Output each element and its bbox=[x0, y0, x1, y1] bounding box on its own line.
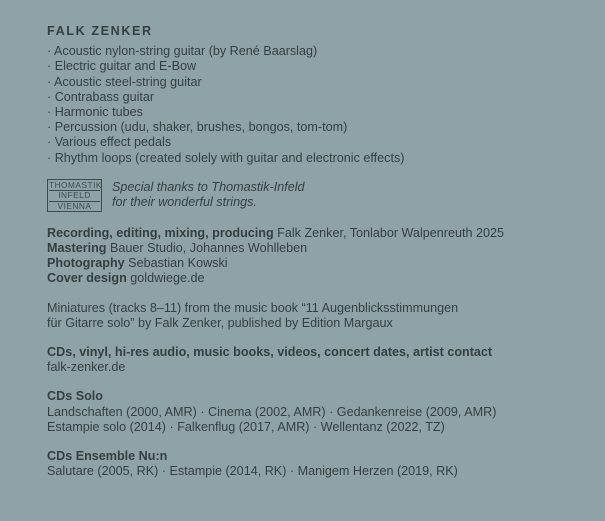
credit-line bbox=[47, 226, 592, 241]
artist-name: FALK ZENKER bbox=[47, 24, 153, 38]
solo-cds-heading: CDs Solo bbox=[47, 389, 103, 404]
miniatures-line: für Gitarre solo” by Falk Zenker, published by Edition Margaux bbox=[47, 315, 393, 330]
credit-line bbox=[47, 271, 592, 286]
instrument-item: · Harmonic tubes bbox=[47, 105, 143, 120]
instrument-item: · Acoustic steel-string guitar bbox=[47, 74, 202, 89]
thomastik-infeld-logo bbox=[47, 179, 102, 212]
instrument-item: · Contrabass guitar bbox=[47, 89, 155, 104]
thanks-line: for their wonderful strings. bbox=[112, 195, 257, 210]
thanks-section bbox=[47, 179, 592, 212]
credit-value: Sebastian Kowski bbox=[124, 256, 228, 271]
thanks-line: Special thanks to Thomastik-Infeld bbox=[112, 180, 305, 195]
instrument-item: · Electric guitar and E-Bow bbox=[47, 59, 197, 74]
instrument-item: · Acoustic nylon-string guitar (by René Baarslag) bbox=[47, 44, 318, 59]
ensemble-cds-line: Salutare (2005, RK) · Estampie (2014, RK) · Manigem Herzen (2019, RK) bbox=[47, 464, 458, 479]
credit-role: Mastering bbox=[47, 241, 107, 256]
contact-block bbox=[47, 345, 592, 375]
logo-line: THOMASTIK bbox=[49, 179, 102, 190]
credit-value: Bauer Studio, Johannes Wohlleben bbox=[106, 241, 308, 256]
credit-role: Cover design bbox=[47, 271, 127, 286]
credit-value: goldwiege.de bbox=[126, 271, 205, 286]
solo-cds-line: Landschaften (2000, AMR) · Cinema (2002, AMR) · Gedankenreise (2009, AMR) bbox=[47, 404, 497, 419]
ensemble-cds-heading: CDs Ensemble Nu:n bbox=[47, 449, 168, 464]
credit-line bbox=[47, 241, 592, 256]
logo-line: INFELD bbox=[49, 191, 100, 202]
liner-notes-page bbox=[47, 24, 592, 479]
instrument-item: · Percussion (udu, shaker, brushes, bongos, tom-tom) bbox=[47, 120, 348, 135]
miniatures-note bbox=[47, 301, 592, 331]
credit-role: Recording, editing, mixing, producing bbox=[47, 225, 274, 240]
credit-value: Falk Zenker, Tonlabor Walpenreuth 2025 bbox=[273, 225, 505, 240]
credit-role: Photography bbox=[47, 256, 125, 271]
instrument-list bbox=[47, 44, 592, 166]
solo-cds-line: Estampie solo (2014) · Falkenflug (2017, AMR) · Wellentanz (2022, TZ) bbox=[47, 419, 445, 434]
miniatures-line: Miniatures (tracks 8–11) from the music book “11 Augenblicksstimmungen bbox=[47, 300, 459, 315]
logo-line: VIENNA bbox=[57, 201, 92, 212]
contact-label: CDs, vinyl, hi-res audio, music books, videos, concert dates, artist contact bbox=[47, 345, 493, 360]
ensemble-cds-block bbox=[47, 449, 592, 479]
credit-line bbox=[47, 256, 592, 271]
solo-cds-block bbox=[47, 389, 592, 435]
credits-block bbox=[47, 226, 592, 287]
instrument-item: · Rhythm loops (created solely with guitar and electronic effects) bbox=[47, 150, 405, 165]
instrument-item: · Various effect pedals bbox=[47, 135, 172, 150]
website-link[interactable]: falk-zenker.de bbox=[47, 360, 126, 375]
thanks-text bbox=[112, 180, 305, 210]
